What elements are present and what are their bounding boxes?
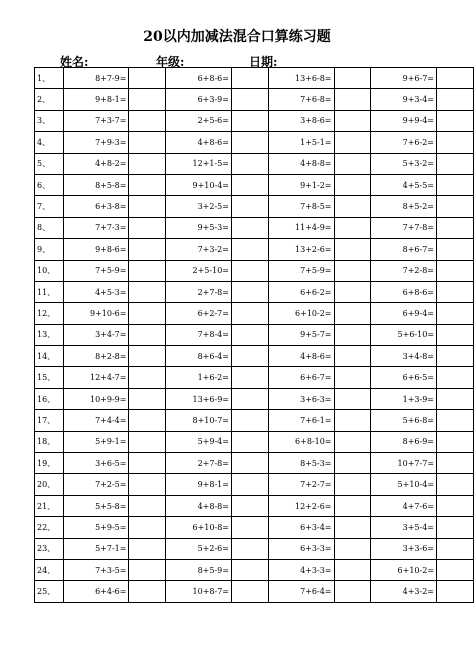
question-cell: 4+3-2= <box>371 581 437 602</box>
answer-cell[interactable] <box>231 495 268 516</box>
row-number: 4、 <box>35 132 64 153</box>
question-cell: 11+4-9= <box>268 217 334 238</box>
answer-cell[interactable] <box>231 453 268 474</box>
answer-cell[interactable] <box>231 281 268 302</box>
answer-cell[interactable] <box>437 196 474 217</box>
answer-cell[interactable] <box>437 388 474 409</box>
question-cell: 7+7-3= <box>63 217 129 238</box>
table-row <box>35 239 474 260</box>
question-cell: 9+8-1= <box>63 89 129 110</box>
question-cell: 12+1-5= <box>166 153 232 174</box>
answer-cell[interactable] <box>437 239 474 260</box>
answer-cell[interactable] <box>334 174 371 195</box>
answer-cell[interactable] <box>231 260 268 281</box>
answer-cell[interactable] <box>129 239 166 260</box>
row-number: 2、 <box>35 89 64 110</box>
table-row <box>35 153 474 174</box>
answer-cell[interactable] <box>334 517 371 538</box>
table-row <box>35 89 474 110</box>
answer-cell[interactable] <box>437 495 474 516</box>
row-number: 20、 <box>35 474 64 495</box>
question-cell: 8+5-9= <box>166 559 232 580</box>
question-cell: 10+7-7= <box>371 453 437 474</box>
answer-cell[interactable] <box>334 410 371 431</box>
answer-cell[interactable] <box>231 153 268 174</box>
table-row <box>35 453 474 474</box>
question-cell: 6+8-6= <box>166 68 232 89</box>
question-cell: 6+4-6= <box>63 581 129 602</box>
question-cell: 9+1-2= <box>268 174 334 195</box>
question-cell: 7+3-5= <box>63 559 129 580</box>
answer-cell[interactable] <box>231 303 268 324</box>
answer-cell[interactable] <box>437 174 474 195</box>
question-cell: 3+4-7= <box>63 324 129 345</box>
answer-cell[interactable] <box>334 110 371 131</box>
table-row <box>35 132 474 153</box>
answer-cell[interactable] <box>231 538 268 559</box>
row-number: 21、 <box>35 495 64 516</box>
question-cell: 8+5-8= <box>63 174 129 195</box>
row-number: 19、 <box>35 453 64 474</box>
answer-cell[interactable] <box>437 260 474 281</box>
question-cell: 13+6-8= <box>268 68 334 89</box>
table-row <box>35 217 474 238</box>
question-cell: 13+6-9= <box>166 388 232 409</box>
answer-cell[interactable] <box>129 431 166 452</box>
answer-cell[interactable] <box>334 132 371 153</box>
table-row <box>35 174 474 195</box>
answer-cell[interactable] <box>437 517 474 538</box>
question-cell: 7+4-4= <box>63 410 129 431</box>
answer-cell[interactable] <box>129 110 166 131</box>
answer-cell[interactable] <box>334 217 371 238</box>
answer-cell[interactable] <box>129 153 166 174</box>
table-row <box>35 538 474 559</box>
answer-cell[interactable] <box>231 68 268 89</box>
question-cell: 7+6-1= <box>268 410 334 431</box>
question-cell: 8+7-9= <box>63 68 129 89</box>
answer-cell[interactable] <box>129 453 166 474</box>
answer-cell[interactable] <box>231 559 268 580</box>
answer-cell[interactable] <box>437 431 474 452</box>
table-row <box>35 281 474 302</box>
question-cell: 9+8-6= <box>63 239 129 260</box>
question-cell: 4+8-8= <box>268 153 334 174</box>
question-cell: 6+6-5= <box>371 367 437 388</box>
row-number: 23、 <box>35 538 64 559</box>
answer-cell[interactable] <box>437 410 474 431</box>
question-cell: 7+7-8= <box>371 217 437 238</box>
answer-cell[interactable] <box>334 474 371 495</box>
row-number: 16、 <box>35 388 64 409</box>
answer-cell[interactable] <box>334 89 371 110</box>
row-number: 22、 <box>35 517 64 538</box>
question-cell: 7+2-8= <box>371 260 437 281</box>
answer-cell[interactable] <box>129 260 166 281</box>
question-cell: 6+8-6= <box>371 281 437 302</box>
question-cell: 2+5-6= <box>166 110 232 131</box>
row-number: 14、 <box>35 346 64 367</box>
question-cell: 2+7-8= <box>166 453 232 474</box>
table-row <box>35 346 474 367</box>
table-row <box>35 196 474 217</box>
answer-cell[interactable] <box>334 239 371 260</box>
answer-cell[interactable] <box>231 217 268 238</box>
row-number: 18、 <box>35 431 64 452</box>
answer-cell[interactable] <box>334 559 371 580</box>
question-cell: 7+6-2= <box>371 132 437 153</box>
question-cell: 7+6-4= <box>268 581 334 602</box>
answer-cell[interactable] <box>437 132 474 153</box>
answer-cell[interactable] <box>334 453 371 474</box>
question-cell: 7+3-2= <box>166 239 232 260</box>
row-number: 15、 <box>35 367 64 388</box>
answer-cell[interactable] <box>129 367 166 388</box>
question-cell: 5+5-8= <box>63 495 129 516</box>
answer-cell[interactable] <box>129 410 166 431</box>
question-cell: 6+10-2= <box>371 559 437 580</box>
answer-cell[interactable] <box>231 110 268 131</box>
answer-cell[interactable] <box>334 303 371 324</box>
answer-cell[interactable] <box>437 153 474 174</box>
answer-cell[interactable] <box>129 559 166 580</box>
question-cell: 1+6-2= <box>166 367 232 388</box>
question-cell: 3+5-4= <box>371 517 437 538</box>
answer-cell[interactable] <box>129 132 166 153</box>
table-row <box>35 581 474 602</box>
table-row <box>35 410 474 431</box>
answer-cell[interactable] <box>231 196 268 217</box>
question-cell: 4+7-6= <box>371 495 437 516</box>
answer-cell[interactable] <box>231 388 268 409</box>
question-cell: 6+3-3= <box>268 538 334 559</box>
answer-cell[interactable] <box>231 410 268 431</box>
question-cell: 9+9-4= <box>371 110 437 131</box>
question-cell: 6+9-4= <box>371 303 437 324</box>
answer-cell[interactable] <box>129 89 166 110</box>
row-number: 13、 <box>35 324 64 345</box>
answer-cell[interactable] <box>129 388 166 409</box>
answer-cell[interactable] <box>231 367 268 388</box>
question-cell: 6+2-7= <box>166 303 232 324</box>
answer-cell[interactable] <box>334 196 371 217</box>
answer-cell[interactable] <box>334 281 371 302</box>
answer-cell[interactable] <box>129 174 166 195</box>
answer-cell[interactable] <box>437 89 474 110</box>
question-cell: 7+3-7= <box>63 110 129 131</box>
table-row <box>35 431 474 452</box>
table-row <box>35 68 474 89</box>
question-cell: 3+6-3= <box>268 388 334 409</box>
answer-cell[interactable] <box>437 474 474 495</box>
answer-cell[interactable] <box>437 110 474 131</box>
answer-cell[interactable] <box>437 324 474 345</box>
answer-cell[interactable] <box>129 281 166 302</box>
worksheet-title: 20以内加减法混合口算练习题 <box>143 29 331 45</box>
table-row <box>35 559 474 580</box>
answer-cell[interactable] <box>231 132 268 153</box>
question-cell: 9+10-4= <box>166 174 232 195</box>
question-cell: 5+2-6= <box>166 538 232 559</box>
question-cell: 5+3-2= <box>371 153 437 174</box>
row-number: 12、 <box>35 303 64 324</box>
answer-cell[interactable] <box>129 324 166 345</box>
question-cell: 5+6-8= <box>371 410 437 431</box>
name-label: 姓名: <box>60 55 89 69</box>
question-cell: 1+3-9= <box>371 388 437 409</box>
question-cell: 7+6-8= <box>268 89 334 110</box>
question-cell: 5+7-1= <box>63 538 129 559</box>
exercise-table <box>34 67 474 603</box>
question-cell: 4+8-6= <box>268 346 334 367</box>
question-cell: 5+9-1= <box>63 431 129 452</box>
answer-cell[interactable] <box>334 68 371 89</box>
question-cell: 4+3-3= <box>268 559 334 580</box>
question-cell: 7+2-7= <box>268 474 334 495</box>
answer-cell[interactable] <box>129 474 166 495</box>
answer-cell[interactable] <box>437 367 474 388</box>
row-number: 3、 <box>35 110 64 131</box>
answer-cell[interactable] <box>334 495 371 516</box>
table-row <box>35 367 474 388</box>
date-label: 日期: <box>249 55 278 69</box>
question-cell: 5+10-4= <box>371 474 437 495</box>
question-cell: 4+8-6= <box>166 132 232 153</box>
question-cell: 6+3-8= <box>63 196 129 217</box>
question-cell: 9+10-6= <box>63 303 129 324</box>
answer-cell[interactable] <box>437 581 474 602</box>
answer-cell[interactable] <box>334 346 371 367</box>
question-cell: 6+6-7= <box>268 367 334 388</box>
answer-cell[interactable] <box>437 68 474 89</box>
answer-cell[interactable] <box>231 239 268 260</box>
question-cell: 5+6-10= <box>371 324 437 345</box>
answer-cell[interactable] <box>231 174 268 195</box>
question-cell: 9+5-3= <box>166 217 232 238</box>
question-cell: 3+6-5= <box>63 453 129 474</box>
question-cell: 7+8-5= <box>268 196 334 217</box>
question-cell: 3+8-6= <box>268 110 334 131</box>
row-number: 1、 <box>35 68 64 89</box>
answer-cell[interactable] <box>334 538 371 559</box>
question-cell: 6+6-2= <box>268 281 334 302</box>
question-cell: 7+5-9= <box>268 260 334 281</box>
answer-cell[interactable] <box>129 68 166 89</box>
question-cell: 7+9-3= <box>63 132 129 153</box>
row-number: 25、 <box>35 581 64 602</box>
answer-cell[interactable] <box>437 453 474 474</box>
answer-cell[interactable] <box>129 495 166 516</box>
table-row <box>35 388 474 409</box>
question-cell: 4+5-5= <box>371 174 437 195</box>
table-row <box>35 303 474 324</box>
question-cell: 8+6-7= <box>371 239 437 260</box>
row-number: 11、 <box>35 281 64 302</box>
question-cell: 9+5-7= <box>268 324 334 345</box>
grade-label: 年级: <box>156 55 185 69</box>
answer-cell[interactable] <box>334 367 371 388</box>
question-cell: 3+4-8= <box>371 346 437 367</box>
answer-cell[interactable] <box>334 324 371 345</box>
question-cell: 9+6-7= <box>371 68 437 89</box>
table-row <box>35 110 474 131</box>
answer-cell[interactable] <box>129 517 166 538</box>
question-cell: 7+5-9= <box>63 260 129 281</box>
row-number: 9、 <box>35 239 64 260</box>
answer-cell[interactable] <box>437 538 474 559</box>
answer-cell[interactable] <box>231 431 268 452</box>
question-cell: 9+8-1= <box>166 474 232 495</box>
question-cell: 8+5-3= <box>268 453 334 474</box>
question-cell: 7+8-4= <box>166 324 232 345</box>
table-row <box>35 495 474 516</box>
question-cell: 3+3-6= <box>371 538 437 559</box>
question-cell: 8+5-2= <box>371 196 437 217</box>
answer-cell[interactable] <box>231 324 268 345</box>
answer-cell[interactable] <box>437 559 474 580</box>
answer-cell[interactable] <box>231 89 268 110</box>
question-cell: 7+2-5= <box>63 474 129 495</box>
question-cell: 4+8-2= <box>63 153 129 174</box>
question-cell: 5+9-5= <box>63 517 129 538</box>
answer-cell[interactable] <box>334 431 371 452</box>
question-cell: 1+5-1= <box>268 132 334 153</box>
answer-cell[interactable] <box>334 388 371 409</box>
question-cell: 13+2-6= <box>268 239 334 260</box>
answer-cell[interactable] <box>129 196 166 217</box>
question-cell: 8+6-4= <box>166 346 232 367</box>
question-cell: 6+3-4= <box>268 517 334 538</box>
answer-cell[interactable] <box>334 153 371 174</box>
answer-cell[interactable] <box>129 217 166 238</box>
question-cell: 8+2-8= <box>63 346 129 367</box>
answer-cell[interactable] <box>437 217 474 238</box>
answer-cell[interactable] <box>334 581 371 602</box>
question-cell: 6+3-9= <box>166 89 232 110</box>
question-cell: 4+5-3= <box>63 281 129 302</box>
question-cell: 2+7-8= <box>166 281 232 302</box>
row-number: 7、 <box>35 196 64 217</box>
question-cell: 2+5-10= <box>166 260 232 281</box>
question-cell: 4+8-8= <box>166 495 232 516</box>
table-row <box>35 474 474 495</box>
answer-cell[interactable] <box>231 474 268 495</box>
answer-cell[interactable] <box>129 538 166 559</box>
answer-cell[interactable] <box>334 260 371 281</box>
answer-cell[interactable] <box>437 346 474 367</box>
question-cell: 3+2-5= <box>166 196 232 217</box>
row-number: 8、 <box>35 217 64 238</box>
answer-cell[interactable] <box>437 303 474 324</box>
table-row <box>35 324 474 345</box>
question-cell: 10+8-7= <box>166 581 232 602</box>
answer-cell[interactable] <box>231 346 268 367</box>
answer-cell[interactable] <box>129 303 166 324</box>
answer-cell[interactable] <box>437 281 474 302</box>
question-cell: 5+9-4= <box>166 431 232 452</box>
answer-cell[interactable] <box>129 346 166 367</box>
answer-cell[interactable] <box>231 517 268 538</box>
answer-cell[interactable] <box>231 581 268 602</box>
answer-cell[interactable] <box>129 581 166 602</box>
row-number: 6、 <box>35 174 64 195</box>
question-cell: 12+2-6= <box>268 495 334 516</box>
row-number: 24、 <box>35 559 64 580</box>
table-row <box>35 260 474 281</box>
question-cell: 12+4-7= <box>63 367 129 388</box>
question-cell: 6+10-2= <box>268 303 334 324</box>
row-number: 5、 <box>35 153 64 174</box>
question-cell: 8+10-7= <box>166 410 232 431</box>
question-cell: 6+8-10= <box>268 431 334 452</box>
question-cell: 8+6-9= <box>371 431 437 452</box>
row-number: 10、 <box>35 260 64 281</box>
question-cell: 9+3-4= <box>371 89 437 110</box>
table-row <box>35 517 474 538</box>
row-number: 17、 <box>35 410 64 431</box>
question-cell: 6+10-8= <box>166 517 232 538</box>
question-cell: 10+9-9= <box>63 388 129 409</box>
